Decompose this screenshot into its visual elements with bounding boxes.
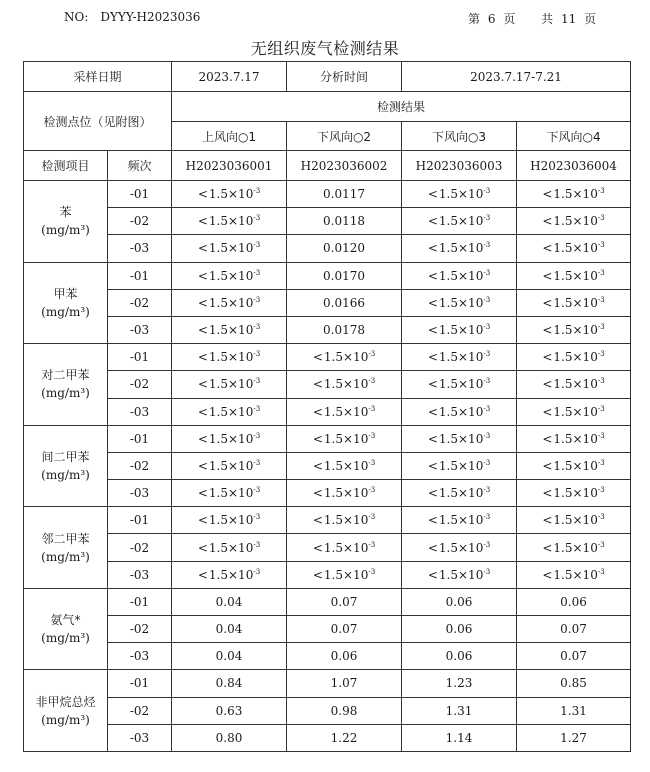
table-row [24, 616, 631, 643]
table-row [24, 480, 631, 507]
result-value: 0.0166 [287, 289, 402, 316]
result-value: 0.06 [402, 588, 517, 615]
result-value: $<1.5\times 10^{-3}$ [402, 316, 517, 343]
frequency-value: -01 [108, 425, 172, 452]
result-value: 0.04 [172, 643, 287, 670]
result-value: $<1.5\times 10^{-3}$ [517, 561, 631, 588]
frequency-value: -01 [108, 344, 172, 371]
result-value: $<1.5\times 10^{-3}$ [287, 534, 402, 561]
pollutant-name: 非甲烷总烃 [35, 694, 96, 709]
result-value: $<1.5\times 10^{-3}$ [402, 371, 517, 398]
result-value: $<1.5\times 10^{-3}$ [517, 316, 631, 343]
result-value: $<1.5\times 10^{-3}$ [402, 507, 517, 534]
result-value: $<1.5\times 10^{-3}$ [517, 398, 631, 425]
frequency-value: -02 [108, 371, 172, 398]
sample-id-3: H2023036003 [402, 151, 517, 181]
result-value: 1.27 [517, 724, 631, 751]
sampling-date-label: 采样日期 [24, 62, 172, 92]
result-value: $<1.5\times 10^{-3}$ [172, 534, 287, 561]
sample-id-row [24, 151, 631, 181]
frequency-label: 频次 [108, 151, 172, 181]
result-value: 0.07 [287, 588, 402, 615]
table-row [24, 208, 631, 235]
result-value: $<1.5\times 10^{-3}$ [402, 480, 517, 507]
meta-row [24, 62, 631, 92]
result-value: 0.0120 [287, 235, 402, 262]
table-row [24, 452, 631, 479]
result-value: 0.85 [517, 670, 631, 697]
page-header [0, 8, 650, 28]
report-number-value: DYYY-H2023036 [100, 10, 201, 24]
frequency-value: -03 [108, 480, 172, 507]
sample-id-2: H2023036002 [287, 151, 402, 181]
result-value: $<1.5\times 10^{-3}$ [402, 534, 517, 561]
report-number [64, 10, 200, 24]
report-number-label: NO: [64, 10, 89, 24]
monitoring-point-4: 下风向○4 [517, 122, 631, 151]
result-value: $<1.5\times 10^{-3}$ [172, 561, 287, 588]
table-row [24, 262, 631, 289]
result-value: $<1.5\times 10^{-3}$ [517, 181, 631, 208]
table-row [24, 588, 631, 615]
result-value: $<1.5\times 10^{-3}$ [287, 507, 402, 534]
pollutant-cell [24, 181, 108, 263]
frequency-value: -02 [108, 208, 172, 235]
pollutant-unit: (mg/m³) [41, 304, 90, 319]
table-row [24, 235, 631, 262]
pollutant-name: 邻二甲苯 [41, 531, 90, 546]
result-value: 1.31 [517, 697, 631, 724]
table-row [24, 344, 631, 371]
table-row [24, 697, 631, 724]
result-value: $<1.5\times 10^{-3}$ [402, 425, 517, 452]
result-value: $<1.5\times 10^{-3}$ [172, 398, 287, 425]
result-value: $<1.5\times 10^{-3}$ [517, 371, 631, 398]
pollutant-name: 甲苯 [53, 286, 78, 301]
pollutant-cell [24, 670, 108, 752]
result-value: 1.14 [402, 724, 517, 751]
result-value: $<1.5\times 10^{-3}$ [172, 371, 287, 398]
result-value: $<1.5\times 10^{-3}$ [172, 235, 287, 262]
result-value: $<1.5\times 10^{-3}$ [287, 480, 402, 507]
frequency-value: -02 [108, 289, 172, 316]
page-total: 11 [561, 12, 577, 26]
page-prefix: 第 [468, 12, 481, 26]
frequency-value: -01 [108, 262, 172, 289]
result-value: 1.23 [402, 670, 517, 697]
frequency-value: -01 [108, 670, 172, 697]
frequency-value: -02 [108, 534, 172, 561]
result-value: 0.98 [287, 697, 402, 724]
frequency-value: -01 [108, 181, 172, 208]
result-value: 0.04 [172, 588, 287, 615]
result-value: $<1.5\times 10^{-3}$ [402, 289, 517, 316]
result-value: $<1.5\times 10^{-3}$ [287, 344, 402, 371]
result-value: $<1.5\times 10^{-3}$ [517, 289, 631, 316]
results-table [23, 61, 631, 752]
result-value: 0.07 [287, 616, 402, 643]
result-value: $<1.5\times 10^{-3}$ [402, 561, 517, 588]
frequency-value: -02 [108, 452, 172, 479]
pollutant-name: 间二甲苯 [41, 449, 90, 464]
result-value: $<1.5\times 10^{-3}$ [517, 344, 631, 371]
pollutant-cell [24, 588, 108, 670]
result-value: $<1.5\times 10^{-3}$ [517, 480, 631, 507]
result-value: $<1.5\times 10^{-3}$ [172, 316, 287, 343]
result-value: $<1.5\times 10^{-3}$ [402, 262, 517, 289]
result-value: 1.07 [287, 670, 402, 697]
result-value: 0.0118 [287, 208, 402, 235]
result-value: $<1.5\times 10^{-3}$ [517, 452, 631, 479]
table-row [24, 289, 631, 316]
pollutant-cell [24, 425, 108, 507]
result-value: $<1.5\times 10^{-3}$ [287, 561, 402, 588]
frequency-value: -03 [108, 235, 172, 262]
table-row [24, 561, 631, 588]
analysis-time-value: 2023.7.17-7.21 [402, 62, 631, 92]
result-value: $<1.5\times 10^{-3}$ [172, 208, 287, 235]
table-row [24, 316, 631, 343]
sample-id-1: H2023036001 [172, 151, 287, 181]
table-row [24, 398, 631, 425]
pollutant-unit: (mg/m³) [41, 386, 90, 401]
result-value: $<1.5\times 10^{-3}$ [172, 425, 287, 452]
monitoring-point-1: 上风向○1 [172, 122, 287, 151]
result-value: $<1.5\times 10^{-3}$ [517, 425, 631, 452]
pollutant-cell [24, 262, 108, 344]
result-value: $<1.5\times 10^{-3}$ [287, 371, 402, 398]
page-indicator [468, 10, 596, 27]
result-value: $<1.5\times 10^{-3}$ [172, 181, 287, 208]
result-value: $<1.5\times 10^{-3}$ [287, 425, 402, 452]
result-value: 1.31 [402, 697, 517, 724]
frequency-value: -03 [108, 398, 172, 425]
result-value: $<1.5\times 10^{-3}$ [402, 235, 517, 262]
result-value: $<1.5\times 10^{-3}$ [172, 344, 287, 371]
monitoring-point-2: 下风向○2 [287, 122, 402, 151]
result-value: 0.04 [172, 616, 287, 643]
result-value: $<1.5\times 10^{-3}$ [172, 507, 287, 534]
result-value: 0.06 [402, 616, 517, 643]
result-value: 0.07 [517, 643, 631, 670]
monitoring-point-3: 下风向○3 [402, 122, 517, 151]
table-row [24, 181, 631, 208]
result-value: $<1.5\times 10^{-3}$ [172, 262, 287, 289]
frequency-value: -02 [108, 616, 172, 643]
result-value: $<1.5\times 10^{-3}$ [517, 507, 631, 534]
table-row [24, 425, 631, 452]
result-value: 1.22 [287, 724, 402, 751]
result-value: $<1.5\times 10^{-3}$ [287, 398, 402, 425]
pollutant-name: 对二甲苯 [41, 368, 90, 383]
pollutant-unit: (mg/m³) [41, 549, 90, 564]
pollutant-unit: (mg/m³) [41, 223, 90, 238]
result-value: $<1.5\times 10^{-3}$ [172, 480, 287, 507]
frequency-value: -02 [108, 697, 172, 724]
pollutant-cell [24, 507, 108, 589]
pollutant-unit: (mg/m³) [41, 467, 90, 482]
sampling-date-value: 2023.7.17 [172, 62, 287, 92]
frequency-value: -03 [108, 643, 172, 670]
table-row [24, 670, 631, 697]
result-value: 0.80 [172, 724, 287, 751]
result-value: 0.0117 [287, 181, 402, 208]
result-value: $<1.5\times 10^{-3}$ [402, 181, 517, 208]
page-unit: 页 [503, 12, 516, 26]
page-title: 无组织废气检测结果 [250, 39, 400, 58]
result-value: 0.07 [517, 616, 631, 643]
result-value: $<1.5\times 10^{-3}$ [517, 235, 631, 262]
frequency-value: -03 [108, 561, 172, 588]
table-row [24, 371, 631, 398]
page-current: 6 [487, 12, 496, 26]
test-item-label: 检测项目 [24, 151, 108, 181]
table-row [24, 724, 631, 751]
result-value: 0.06 [287, 643, 402, 670]
result-value: $<1.5\times 10^{-3}$ [517, 262, 631, 289]
sample-id-4: H2023036004 [517, 151, 631, 181]
frequency-value: -01 [108, 507, 172, 534]
pollutant-cell [24, 344, 108, 426]
result-value: $<1.5\times 10^{-3}$ [287, 452, 402, 479]
total-prefix: 共 [541, 12, 554, 26]
result-label: 检测结果 [172, 92, 631, 122]
result-value: $<1.5\times 10^{-3}$ [402, 452, 517, 479]
total-unit: 页 [584, 12, 597, 26]
result-value: $<1.5\times 10^{-3}$ [172, 289, 287, 316]
result-value: 0.63 [172, 697, 287, 724]
table-row [24, 643, 631, 670]
result-value: 0.84 [172, 670, 287, 697]
result-value: $<1.5\times 10^{-3}$ [172, 452, 287, 479]
table-row [24, 507, 631, 534]
result-value: $<1.5\times 10^{-3}$ [402, 208, 517, 235]
pollutant-name: 氨气* [50, 613, 81, 628]
result-value: 0.06 [517, 588, 631, 615]
analysis-time-label: 分析时间 [287, 62, 402, 92]
pollutant-unit: (mg/m³) [41, 712, 90, 727]
result-header-row [24, 92, 631, 122]
result-value: 0.0170 [287, 262, 402, 289]
pollutant-unit: (mg/m³) [41, 631, 90, 646]
monitoring-point-label: 检测点位（见附图） [24, 92, 172, 151]
result-value: $<1.5\times 10^{-3}$ [517, 208, 631, 235]
frequency-value: -01 [108, 588, 172, 615]
result-value: $<1.5\times 10^{-3}$ [402, 344, 517, 371]
result-value: 0.06 [402, 643, 517, 670]
table-row [24, 534, 631, 561]
pollutant-name: 苯 [59, 205, 72, 220]
frequency-value: -03 [108, 724, 172, 751]
result-value: $<1.5\times 10^{-3}$ [517, 534, 631, 561]
frequency-value: -03 [108, 316, 172, 343]
result-value: $<1.5\times 10^{-3}$ [402, 398, 517, 425]
result-value: 0.0178 [287, 316, 402, 343]
